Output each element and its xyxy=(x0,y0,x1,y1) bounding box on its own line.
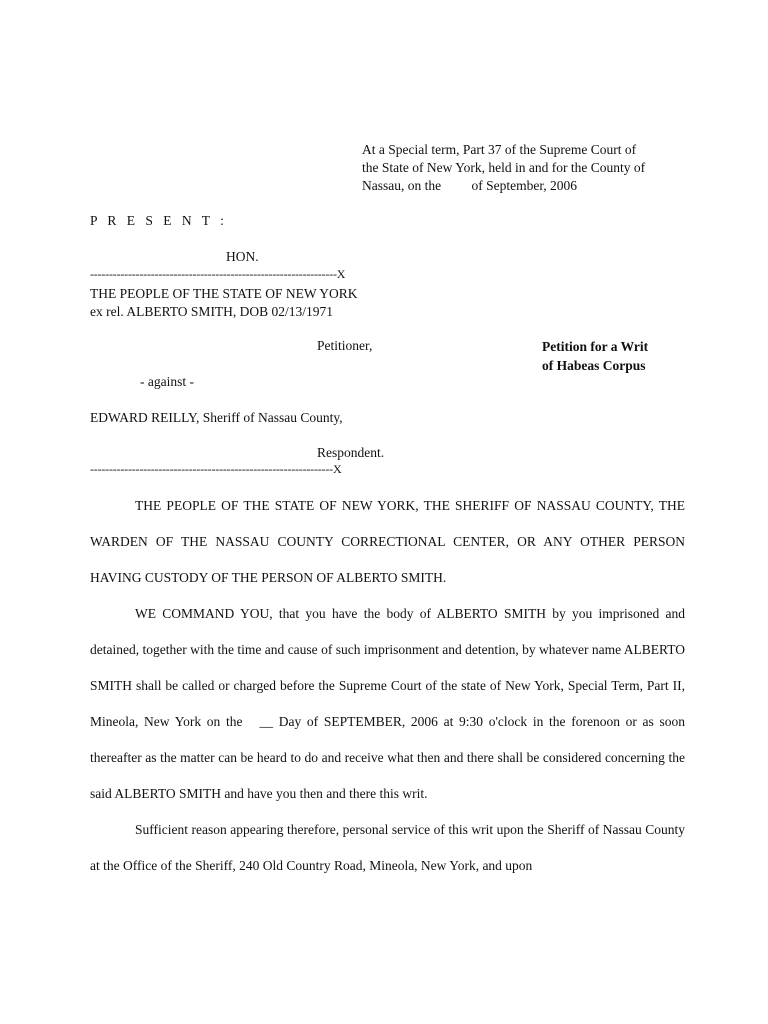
title-line-2: of Habeas Corpus xyxy=(542,358,646,373)
caption-line-1: At a Special term, Part 37 of the Supreme Court of xyxy=(362,142,637,157)
document-title xyxy=(542,337,648,375)
separator-top: -----------------------------------------------------------------X xyxy=(90,267,346,281)
respondent-label: Respondent. xyxy=(317,445,385,460)
paragraph-addressees: THE PEOPLE OF THE STATE OF NEW YORK, THE SHERIFF OF NASSAU COUNTY, THE WARDEN OF THE NASSAU COUNTY CORRECTIONAL CENTER, OR ANY OTHER PERSON HAVING CUSTODY OF THE PERSON OF ALBERTO SMITH. xyxy=(90,498,685,585)
caption-line-3: Nassau, on the of September, 2006 xyxy=(362,178,578,193)
against-label: - against - xyxy=(140,374,194,389)
paragraph-service: Sufficient reason appearing therefore, personal service of this writ upon the Sheriff of Nassau County at the Office of the Sheriff, 240 Old Country Road, Mineola, New York, and upon xyxy=(90,822,685,873)
separator-bottom: ----------------------------------------------------------------X xyxy=(90,462,342,476)
present-label: P R E S E N T : xyxy=(90,213,228,228)
parties-block xyxy=(90,285,358,321)
respondent-name: EDWARD REILLY, Sheriff of Nassau County, xyxy=(90,410,343,425)
hon-label: HON. xyxy=(226,249,259,264)
caption-line-2: the State of New York, held in and for the County of xyxy=(362,160,646,175)
court-caption xyxy=(362,141,645,195)
document-body xyxy=(90,488,689,884)
title-line-1: Petition for a Writ xyxy=(542,339,649,354)
people-line: THE PEOPLE OF THE STATE OF NEW YORK xyxy=(90,286,358,301)
ex-rel-line: ex rel. ALBERTO SMITH, DOB 02/13/1971 xyxy=(90,304,334,319)
petitioner-label: Petitioner, xyxy=(317,338,373,353)
paragraph-command: WE COMMAND YOU, that you have the body of ALBERTO SMITH by you imprisoned and detained, together with the time and cause of such imprisonment and detention, by whatever name ALBERTO SMITH shall be called or charged before the Supreme Court of the state of New York, Special Term, Part II, Mineola, New York on the __ Day of SEPTEMBER, 2006 at 9:30 o'clock in the forenoon or as soon thereafter as the matter can be heard to do and receive what then and there shall be considered concerning the said ALBERTO SMITH and have you then and there this writ. xyxy=(90,606,689,801)
